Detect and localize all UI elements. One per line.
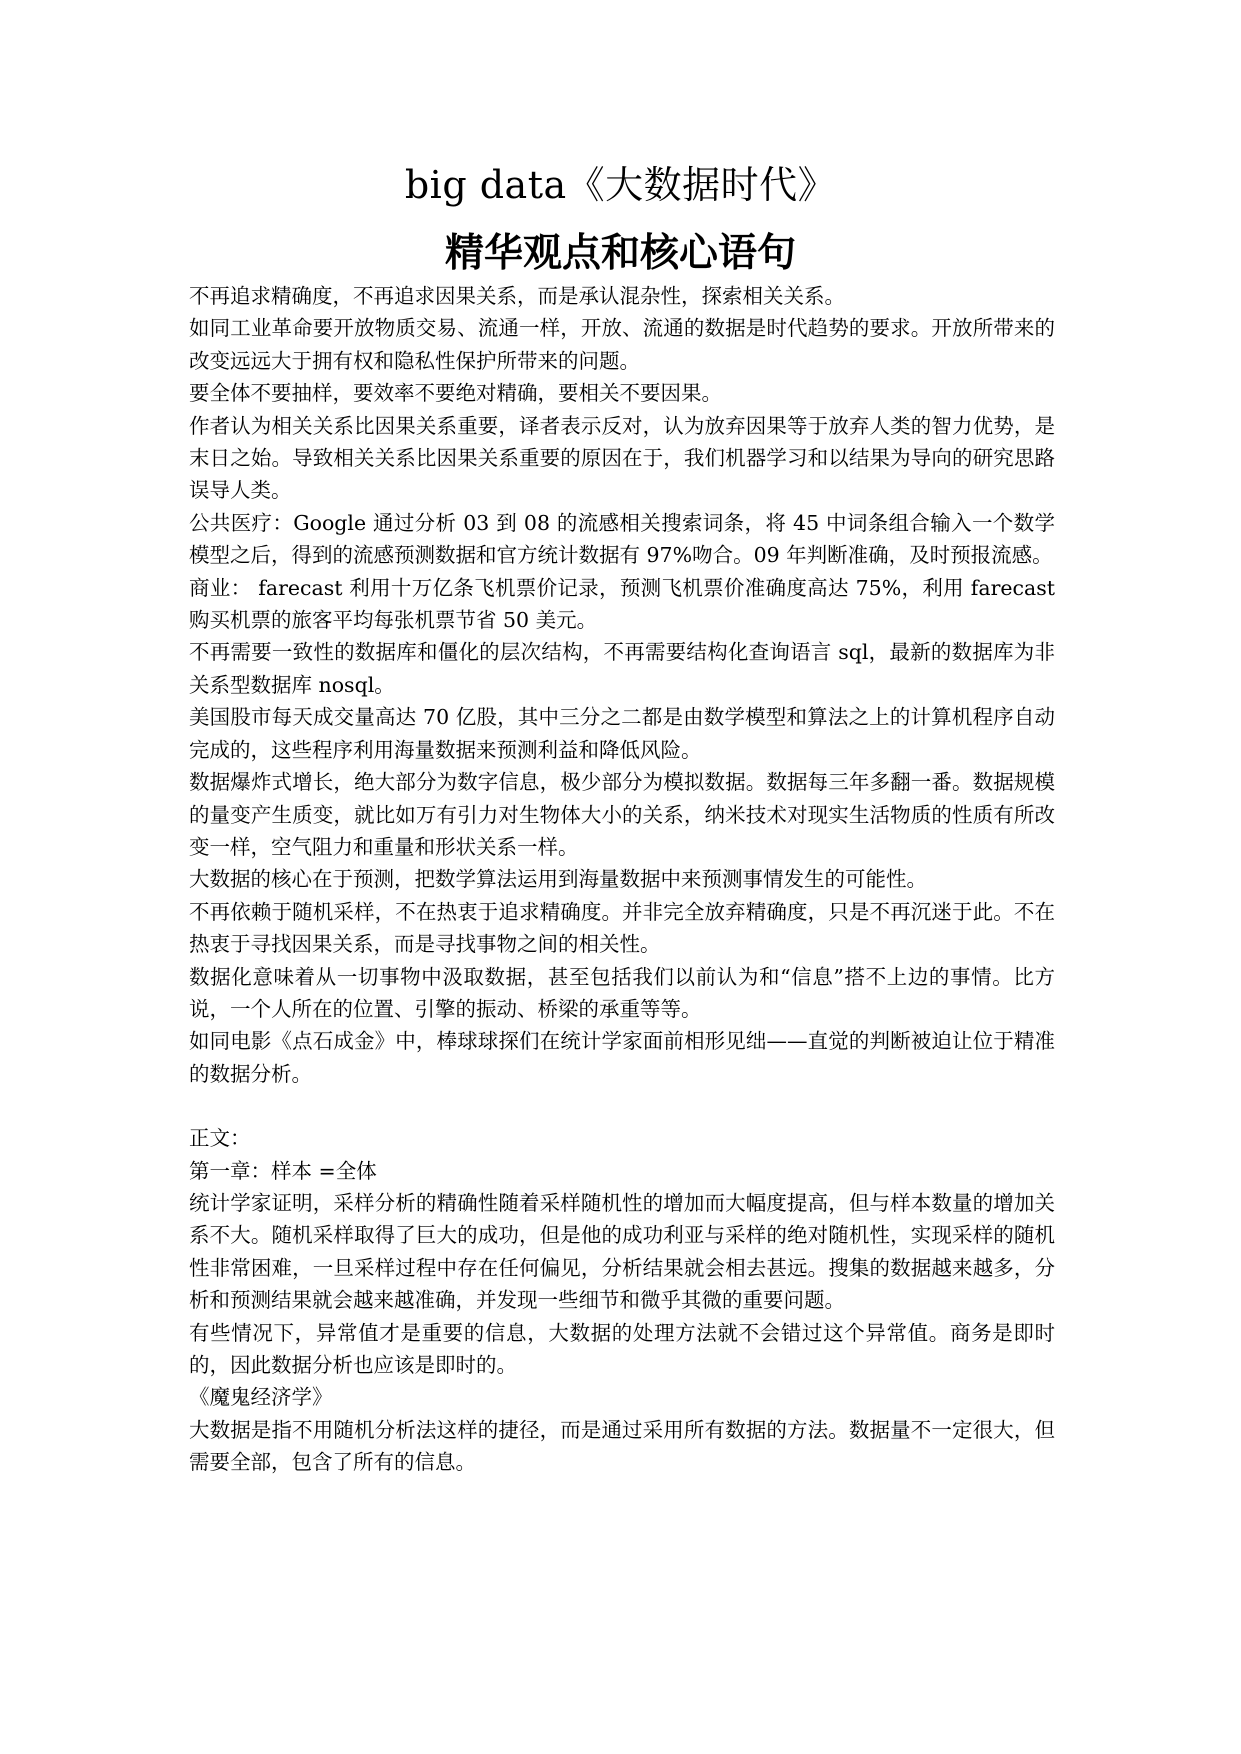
chapter-paragraph: 有些情况下，异常值才是重要的信息，大数据的处理方法就不会错过这个异常值。商务是即时的，因此数据分析也应该是即时的。 — [189, 1320, 1055, 1377]
summary-paragraph: 商业： farecast 利用十万亿条飞机票价记录，预测飞机票价准确度高达 75%，利用 farecast 购买机票的旅客平均每张机票节省 50 美元。 — [189, 575, 1055, 633]
summary-paragraph: 不再需要一致性的数据库和僵化的层次结构，不再需要结构化查询语言 sql，最新的数据库为非关系型数据库 nosql。 — [189, 640, 1055, 697]
summary-paragraph: 作者认为相关关系比因果关系重要，译者表示反对，认为放弃因果等于放弃人类的智力优势，是末日之始。导致相关关系比因果关系重要的原因在于，我们机器学习和以结果为导向的研究思路误导人类。 — [189, 413, 1055, 503]
summary-paragraph: 美国股市每天成交量高达 70 亿股，其中三分之二都是由数学模型和算法之上的计算机程序自动完成的，这些程序利用海量数据来预测利益和降低风险。 — [189, 705, 1055, 762]
summary-paragraph: 数据爆炸式增长，绝大部分为数字信息，极少部分为模拟数据。数据每三年多翻一番。数据规模的量变产生质变，就比如万有引力对生物体大小的关系，纳米技术对现实生活物质的性质有所改变一样，空气阻力和重量和形状关系一样。 — [189, 770, 1055, 859]
chapter-title: 第一章：样本 =全体 — [189, 1158, 377, 1183]
summary-paragraph: 要全体不要抽样，要效率不要绝对精确，要相关不要因果。 — [189, 381, 722, 406]
section-spacer — [189, 1090, 1055, 1122]
document-body — [189, 280, 1055, 1479]
summary-paragraph: 不再追求精确度，不再追求因果关系，而是承认混杂性，探索相关关系。 — [189, 284, 845, 308]
summary-paragraph: 如同电影《点石成金》中，棒球球探们在统计学家面前相形见绌——直觉的判断被迫让位于精准的数据分析。 — [189, 1029, 1055, 1086]
document-title: big data《大数据时代》 — [404, 163, 837, 207]
chapter-paragraph: 统计学家证明，采样分析的精确性随着采样随机性的增加而大幅度提高，但与样本数量的增加关系不大。随机采样取得了巨大的成功，但是他的成功利亚与采样的绝对随机性，实现采样的随机性非常困难，一旦采样过程中存在任何偏见，分析结果就会相去甚远。搜集的数据越来越多，分析和预测结果就会越来越准确，并发现一些细节和微乎其微的重要问题。 — [189, 1190, 1055, 1313]
document-subtitle: 精华观点和核心语句 — [444, 230, 796, 276]
summary-paragraph: 不再依赖于随机采样，不在热衷于追求精确度。并非完全放弃精确度，只是不再沉迷于此。不在热衷于寻找因果关系，而是寻找事物之间的相关性。 — [189, 899, 1055, 957]
book-reference: 《魔鬼经济学》 — [189, 1385, 333, 1410]
summary-paragraph: 数据化意味着从一切事物中汲取数据，甚至包括我们以前认为和“信息”搭不上边的事情。比方说，一个人所在的位置、引擎的振动、桥梁的承重等等。 — [189, 964, 1055, 1021]
summary-paragraph: 公共医疗：Google 通过分析 03 到 08 的流感相关搜索词条，将 45 中词条组合输入一个数学模型之后，得到的流感预测数据和官方统计数据有 97%吻合。09 年判断准确，及时预报流感。 — [189, 510, 1055, 568]
chapter-paragraph: 大数据是指不用随机分析法这样的捷径，而是通过采用所有数据的方法。数据量不一定很大，但需要全部，包含了所有的信息。 — [189, 1417, 1055, 1475]
summary-paragraph: 如同工业革命要开放物质交易、流通一样，开放、流通的数据是时代趋势的要求。开放所带来的改变远远大于拥有权和隐私性保护所带来的问题。 — [189, 316, 1055, 373]
main-text-label: 正文： — [189, 1126, 251, 1151]
summary-paragraph: 大数据的核心在于预测，把数学算法运用到海量数据中来预测事情发生的可能性。 — [189, 867, 927, 892]
